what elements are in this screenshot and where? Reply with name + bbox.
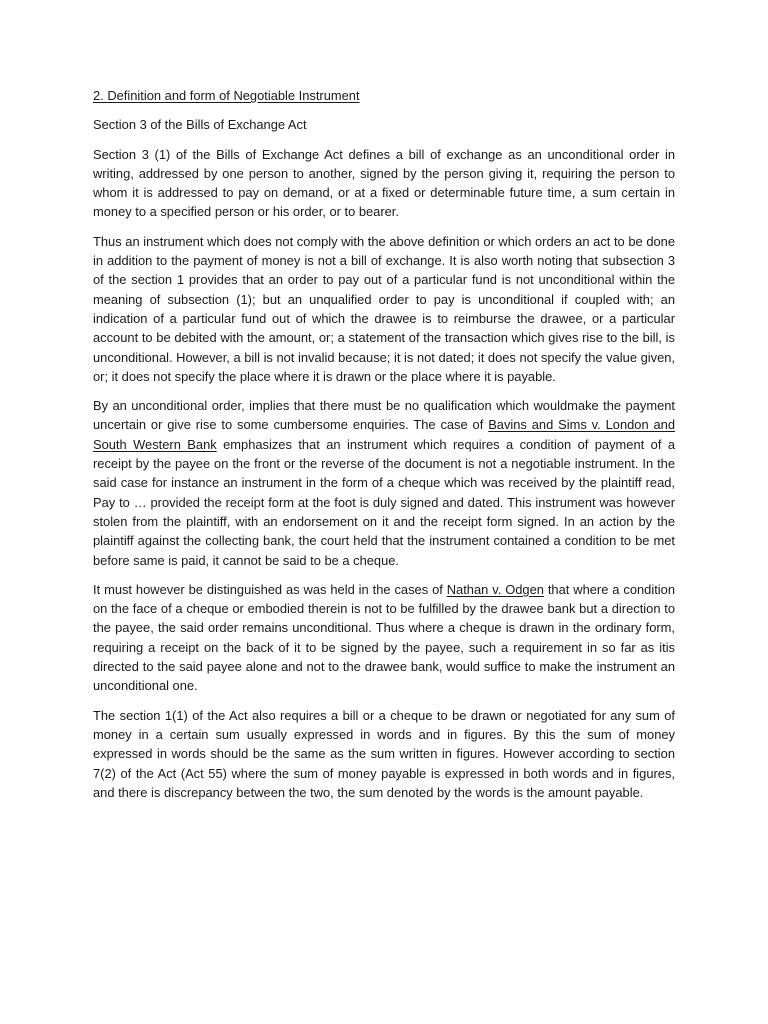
paragraph-unconditional-order [93,396,675,570]
paragraph-distinction [93,580,675,696]
document-page [93,86,675,812]
p4-text-before: It must however be distinguished as was held in the cases of [93,581,447,597]
heading-text: 2. Definition and form of Negotiable Instrument [93,88,360,103]
case-citation-nathan: Nathan v. Odgen [446,581,544,597]
p3-text-before: By an unconditional order, implies that there must be no qualification which wouldmake the payment uncertain or give rise to some cumbersome enquiries. The case of [93,398,675,433]
p4-text-after: that where a condition on the face of a cheque or embodied therein is not to be fulfilled by the drawee bank but a direction to the payee, the said order remains unconditional. Thus where a cheque is drawn in the ordinary form, requiring a receipt on the back of it to be signed by the payee, such a requirement in so far as itis directed to the said payee alone and not to the drawee bank, would suffice to make the instrument an unconditional one. [93,581,675,694]
paragraph-sum-certain: The section 1(1) of the Act also requires a bill or a cheque to be drawn or negotiated for any sum of money in a certain sum usually expressed in words and in figures. By this the sum of money expressed in words should be the same as the sum written in figures. However according to section 7(2) of the Act (Act 55) where the sum of money payable is expressed in both words and in figures, and there is discrepancy between the two, the sum denoted by the words is the amount payable. [93,707,675,800]
p3-text-after: emphasizes that an instrument which requires a condition of payment of a receipt by the payee on the front or the reverse of the document is not a negotiable instrument. In the said case for instance an instrument in the form of a cheque which was received by the plaintiff read, Pay to … provided the receipt form at the foot is duly signed and dated. This instrument was however stolen from the plaintiff, with an endorsement on it and the receipt form signed. In an action by the plaintiff against the collecting bank, the court held that the instrument contained a condition to be met before same is paid, it cannot be said to be a cheque. [93,436,675,568]
section-subheading: Section 3 of the Bills of Exchange Act [93,117,307,133]
document-heading [93,86,675,105]
case-citation-bavins: Bavins and Sims v. London and South Western Bank [93,417,676,452]
paragraph-definition: Section 3 (1) of the Bills of Exchange Act defines a bill of exchange as an unconditional order in writing, addressed by one person to another, signed by the person giving it, requiring the person to whom it is addressed to pay on demand, or at a fixed or determinable future time, a sum certain in money to a specified person or his order, or to bearer. [93,146,675,220]
paragraph-conditions: Thus an instrument which does not comply with the above definition or which orders an act to be done in addition to the payment of money is not a bill of exchange. It is also worth noting that subsection 3 of the section 1 provides that an order to pay out of a particular fund is not unconditional within the meaning of subsection (1); but an unqualified order to pay is unconditional if coupled with; an indication of a particular fund out of which the drawee is to reimburse the drawee, or a particular account to be debited with the amount, or; a statement of the transaction which gives rise to the bill, is unconditional. However, a bill is not invalid because; it is not dated; it does not specify the value given, or; it does not specify the place where it is drawn or the place where it is payable. [93,233,675,384]
